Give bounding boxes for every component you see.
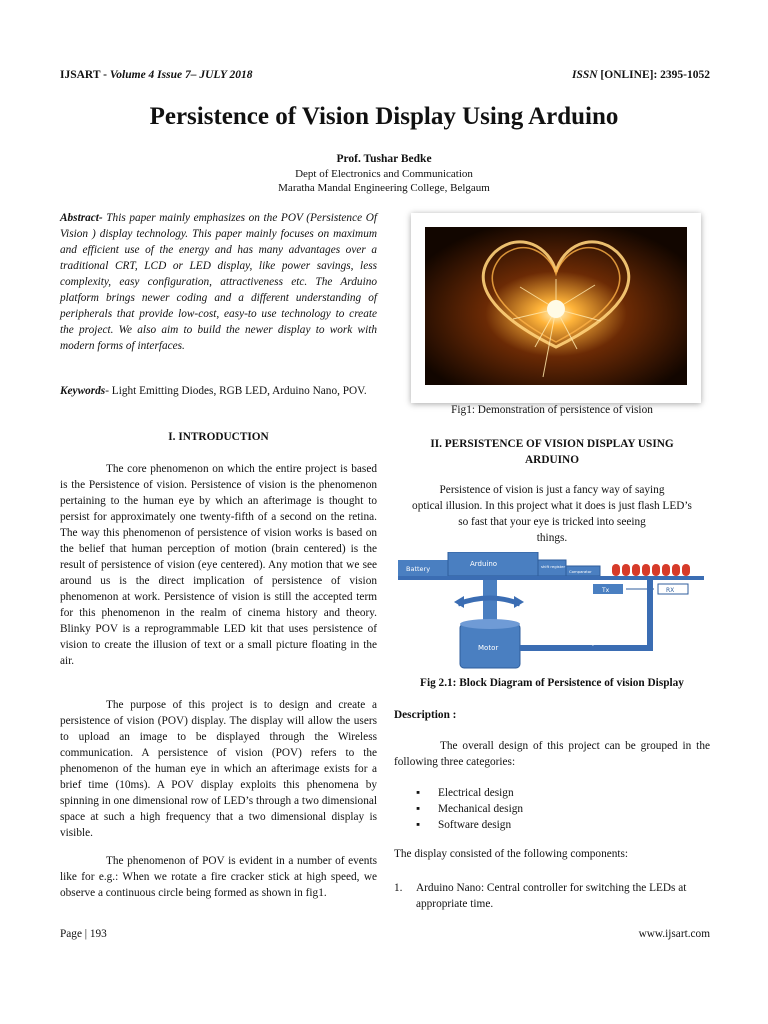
section2-heading-line1: II. PERSISTENCE OF VISION DISPLAY USING bbox=[430, 438, 674, 450]
motor-label: Motor bbox=[478, 644, 499, 652]
overall-design-paragraph bbox=[394, 738, 710, 770]
led bbox=[642, 564, 650, 576]
comparator-label: Comparator bbox=[569, 569, 592, 574]
design-categories-list bbox=[416, 785, 523, 833]
block-diagram bbox=[398, 552, 708, 670]
intro-paragraph-2 bbox=[60, 697, 377, 841]
issn-header bbox=[572, 69, 710, 81]
components-intro: The display consisted of the following components: bbox=[394, 848, 629, 860]
journal-header: IJSART - Volume 4 Issue 7– JULY 2018 bbox=[60, 69, 253, 81]
shift-register-label: shift register bbox=[541, 564, 566, 569]
section2-line1: Persistence of vision is just a fancy way of saying bbox=[439, 484, 665, 496]
led-row bbox=[612, 564, 690, 576]
journal-website: www.ijsart.com bbox=[638, 928, 710, 940]
section2-paragraph bbox=[394, 482, 710, 546]
intro-paragraph-1 bbox=[60, 461, 377, 669]
shaft bbox=[483, 580, 497, 624]
item-text: Arduino Nano: Central controller for switching the LEDs at appropriate time. bbox=[416, 882, 687, 910]
section2-line2: optical illusion. In this project what it does is just flash LED’s bbox=[412, 500, 692, 512]
keywords-text: - Light Emitting Diodes, RGB LED, Arduino Nano, POV. bbox=[105, 385, 367, 397]
section2-line4: things. bbox=[536, 532, 568, 544]
rx-label: RX bbox=[666, 587, 675, 594]
led bbox=[662, 564, 670, 576]
journal-name: IJSART bbox=[60, 69, 101, 81]
paper-title: Persistence of Vision Display Using Arduino bbox=[149, 103, 619, 130]
led bbox=[612, 564, 620, 576]
intro-p3-text: The phenomenon of POV is evident in a number of events like for e.g.: When we rotate a fire cracker stick at high speed, we observe a continuous circle being formed as shown in fig1. bbox=[60, 855, 377, 899]
list-item: ▪ Software design bbox=[416, 817, 523, 833]
motor-top bbox=[460, 619, 520, 629]
list-item: ▪ Mechanical design bbox=[416, 801, 523, 817]
component-item-1 bbox=[394, 880, 710, 912]
section2-line3: so fast that your eye is tricked into seeing bbox=[458, 516, 646, 528]
led bbox=[622, 564, 630, 576]
led bbox=[682, 564, 690, 576]
list-item: ▪ Electrical design bbox=[416, 785, 523, 801]
section2-heading-line2: ARDUINO bbox=[525, 454, 579, 466]
issn-value: [ONLINE]: 2395-1052 bbox=[600, 69, 710, 81]
fig1-photo-frame bbox=[411, 213, 701, 403]
keywords bbox=[60, 383, 377, 399]
abstract-label: Abstract- bbox=[60, 212, 103, 224]
item-number: 1. bbox=[394, 882, 403, 894]
abstract bbox=[60, 210, 377, 354]
intro-heading: I. INTRODUCTION bbox=[168, 431, 269, 443]
author-college: Maratha Mandal Engineering College, Belgaum bbox=[278, 182, 490, 194]
issn-label: ISSN bbox=[571, 69, 598, 81]
led bbox=[632, 564, 640, 576]
rod-label: Iron Rod used as object bbox=[538, 641, 603, 647]
intro-p2-text: The purpose of this project is to design and create a persistence of vision (POV) display. The display will allow the users to upload an image to be displayed through the Wireless communication. A persistence of vision (POV) refers to the phenomenon of the human eye in which an afterimage exists for a brief time (10ms). A POV display exploits this phenomena by spinning in one dimensional row of LED’s through a two dimensional space at such a high frequency that a two dimensional display is visible. bbox=[60, 699, 377, 839]
tx-label: Tx bbox=[602, 587, 610, 594]
overall-text: The overall design of this project can be grouped in the following three categories: bbox=[394, 740, 710, 768]
battery-label: Battery bbox=[406, 565, 431, 573]
led bbox=[652, 564, 660, 576]
volume-issue: Volume 4 Issue 7– JULY 2018 bbox=[109, 69, 253, 81]
arduino-label: Arduino bbox=[470, 560, 498, 568]
author-name: Prof. Tushar Bedke bbox=[336, 153, 432, 165]
led bbox=[672, 564, 680, 576]
abstract-text: This paper mainly emphasizes on the POV (Persistence Of Vision ) display technology. This paper mainly focuses on maximum and efficient use of the energy and has many advantages over a traditional CRT, LCD or LED display, like power savings, less complexity, easy configuration, attractiveness etc. The Arduino platform brings newer coding and a different understanding of peripherals that provide low-cost, easy-to use technology to create the project. We also aim to build the newer display to work with modern forms of interfaces. bbox=[60, 212, 377, 352]
page-number: Page | 193 bbox=[60, 928, 107, 940]
fig21-caption: Fig 2.1: Block Diagram of Persistence of vision Display bbox=[420, 677, 684, 689]
author-dept: Dept of Electronics and Communication bbox=[295, 168, 473, 180]
fig1-caption: Fig1: Demonstration of persistence of vision bbox=[451, 404, 653, 416]
sparkler-heart-photo bbox=[425, 227, 687, 385]
rod-top bbox=[398, 576, 704, 580]
description-heading: Description : bbox=[394, 709, 457, 721]
iron-rod bbox=[520, 580, 650, 648]
intro-p1-text: The core phenomenon on which the entire project is based is the Persistence of vision. Persistence of vision is the phenomenon pertaining to the human eye by which an afterimage is thought to persist for approximately one twenty-fifth of a second on the retina. The way this phenomenon of persistence of vision works is based on the belief that human perception of motion (brain centered) is the result of persistence of vision (eye centered). Any motion that we see around us is the direct implication of persistence of vision phenomenon at work. Persistence of vision is still the accepted term for this phenomenon in the realm of cinema history and theory. Blinky POV is a reprogrammable LED kit that uses persistence of vision to create the illusion of text or a small picture floating in the air. bbox=[60, 463, 377, 667]
keywords-label: Keywords bbox=[60, 385, 106, 397]
section2-heading bbox=[394, 436, 710, 468]
intro-paragraph-3 bbox=[60, 853, 377, 901]
